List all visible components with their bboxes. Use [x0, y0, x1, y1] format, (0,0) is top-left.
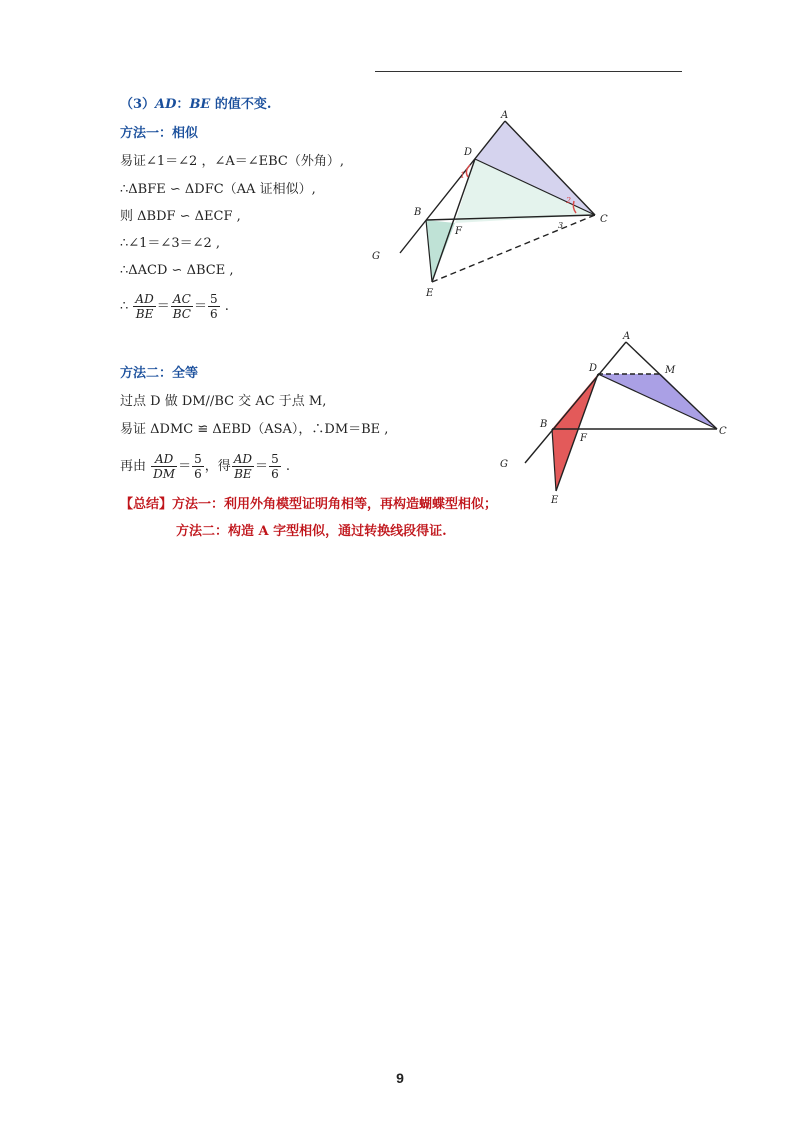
figure-method2 — [495, 328, 735, 508]
label-a: A — [501, 110, 509, 121]
period: . — [220, 299, 229, 314]
label-angle-1: 1 — [460, 171, 466, 180]
label-b: B — [414, 207, 422, 218]
fraction-ad-be: $\frac{AD}{BE}$ — [135, 292, 154, 321]
label-g: G — [372, 251, 380, 262]
method2-line2: 易证 ΔDMC ≌ ΔEBD（ASA），∴DM＝BE , — [120, 422, 389, 437]
figure-method1 — [360, 105, 620, 305]
method2-title: 方法二：全等 — [120, 366, 199, 381]
fraction-5-6: $\frac{5}{6}$ — [194, 452, 202, 481]
label-e: E — [551, 495, 559, 506]
part3-be: BE — [189, 97, 211, 112]
method2-line3-mid: ，得 — [204, 459, 231, 474]
label-c: C — [600, 214, 608, 225]
method1-conclusion — [120, 292, 229, 321]
method2-line1: 过点 D 做 DM//BC 交 AC 于点 M, — [120, 394, 327, 409]
label-g: G — [500, 459, 508, 470]
label-d: D — [589, 363, 598, 374]
method1-line5: ∴ΔACD ∽ ΔBCE , — [120, 263, 234, 278]
page-number: 9 — [396, 1070, 404, 1086]
method2-line3 — [120, 452, 290, 481]
part3-ad: AD — [155, 97, 177, 112]
fraction-ad-dm: $\frac{AD}{DM}$ — [153, 452, 176, 481]
method1-line4: ∴∠1＝∠3＝∠2 , — [120, 236, 221, 251]
summary-line1: 【总结】方法一：利用外角模型证明角相等，再构造蝴蝶型相似； — [120, 497, 498, 512]
equals-sign: ＝ — [156, 299, 170, 314]
header-rule — [375, 71, 682, 72]
label-angle-3: 3 — [558, 221, 564, 230]
fraction-ad-be: $\frac{AD}{BE}$ — [233, 452, 253, 481]
label-d: D — [464, 147, 473, 158]
part3-colon: ： — [176, 97, 190, 112]
fraction-ac-bc: $\frac{AC}{BC}$ — [172, 292, 191, 321]
label-c: C — [719, 426, 727, 437]
line-g-a — [525, 342, 626, 463]
method2-line3-prefix: 再由 — [120, 459, 147, 474]
equals-sign: ＝ — [193, 299, 207, 314]
method1-line1: 易证∠1＝∠2 ，∠A＝∠EBC（外角）, — [120, 154, 344, 169]
summary-line2: 方法二：构造 A 字型相似，通过转换线段得证. — [176, 524, 447, 539]
part3-number: （3） — [120, 97, 156, 112]
method1-title: 方法一：相似 — [120, 126, 199, 141]
label-angle-2: 2 — [566, 196, 572, 205]
label-e: E — [426, 288, 434, 299]
period: . — [281, 459, 290, 474]
method1-line2: ∴ΔBFE ∽ ΔDFC（AA 证相似）, — [120, 182, 316, 197]
label-a: A — [623, 331, 631, 342]
fraction-5-6: $\frac{5}{6}$ — [271, 452, 279, 481]
label-f: F — [580, 433, 587, 444]
method1-line3: 则 ΔBDF ∽ ΔECF , — [120, 209, 241, 224]
part3-heading — [120, 96, 271, 114]
label-f: F — [455, 226, 462, 237]
fraction-5-6: $\frac{5}{6}$ — [209, 292, 218, 321]
part3-suffix: 的值不变. — [210, 97, 272, 112]
equals-sign: ＝ — [178, 459, 192, 474]
label-b: B — [540, 419, 548, 430]
label-m: M — [665, 365, 676, 376]
therefore-symbol: ∴ — [120, 299, 129, 314]
equals-sign: ＝ — [255, 459, 269, 474]
